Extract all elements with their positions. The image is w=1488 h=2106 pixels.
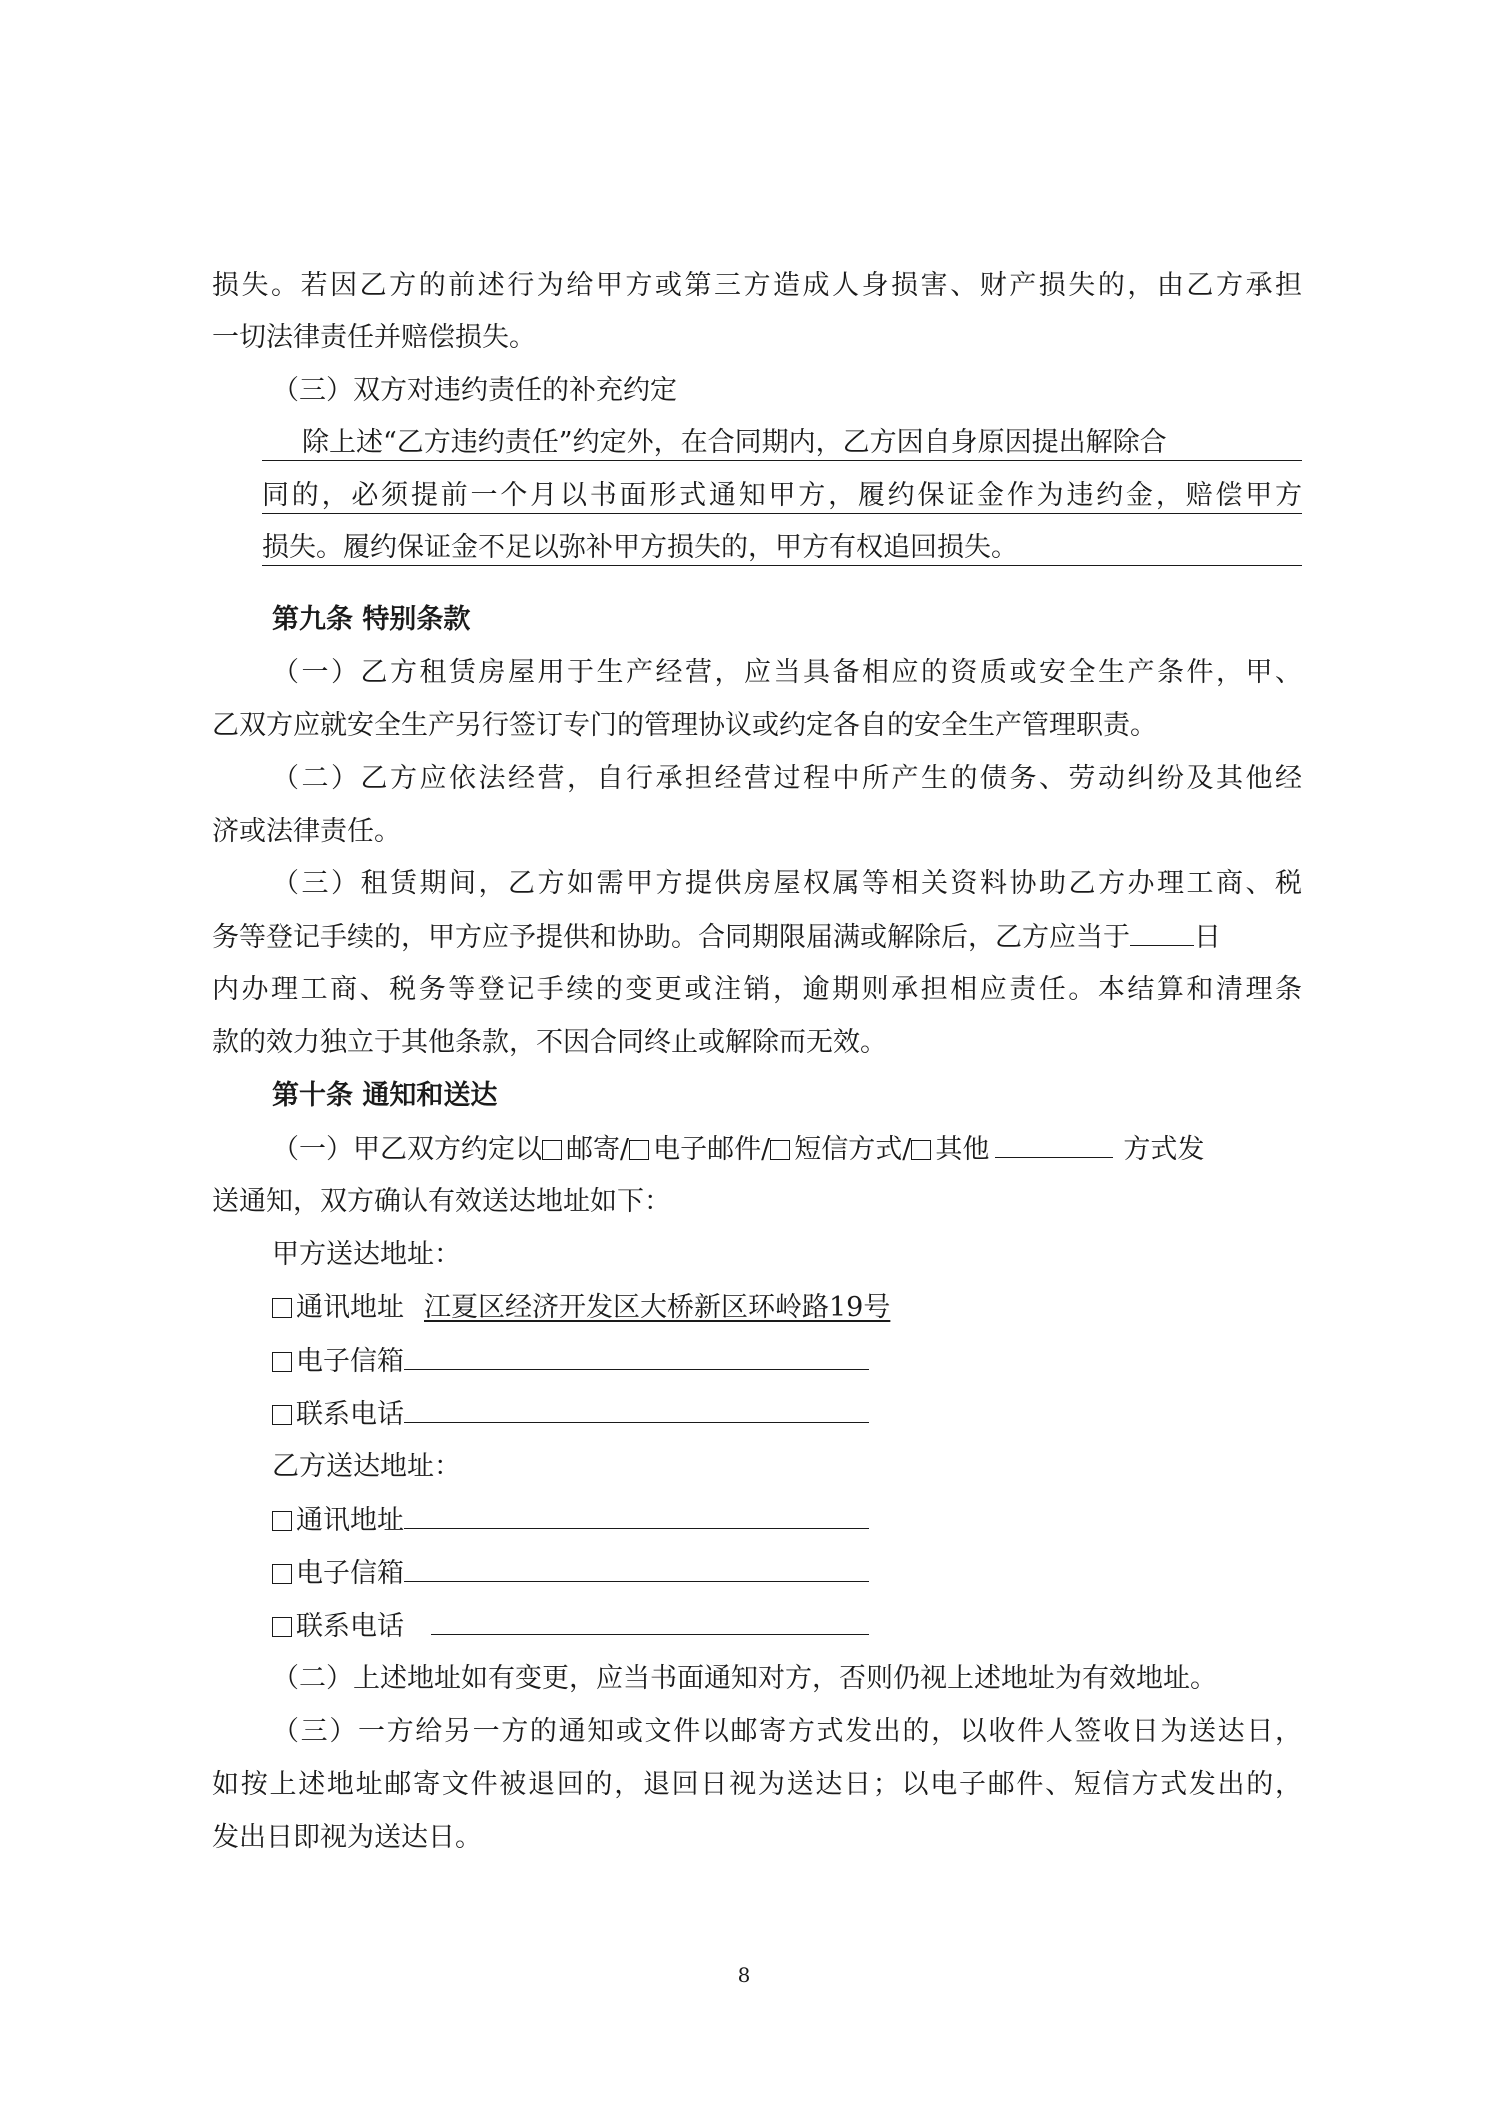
clause9-p3-line-3: 内办理工商、税务等登记手续的变更或注销，逾期则承担相应责任。本结算和清理条 (212, 974, 1302, 1005)
party-b-phone-label: 联系电话 (296, 1611, 404, 1642)
clause10-p1-line-1 (272, 1131, 1204, 1168)
party-a-address-label: 通讯地址 (296, 1292, 404, 1323)
clause8-sub3-title: （三）双方对违约责任的补充约定 (272, 375, 677, 406)
party-a-email-label: 电子信箱 (296, 1346, 404, 1377)
supplement-underline-1 (262, 460, 1302, 461)
party-b-phone-blank[interactable] (431, 1608, 869, 1635)
party-a-email-checkbox[interactable] (272, 1352, 292, 1372)
clause10-p1-intro: （一）甲乙双方约定以 (272, 1134, 542, 1165)
party-a-title: 甲方送达地址： (272, 1239, 461, 1270)
party-a-phone-blank[interactable] (404, 1396, 869, 1423)
clause10-p3-line-1: （三）一方给另一方的通知或文件以邮寄方式发出的，以收件人签收日为送达日， (272, 1716, 1302, 1747)
clause9-p3-line-4: 款的效力独立于其他条款，不因合同终止或解除而无效。 (212, 1027, 887, 1058)
supplement-line-1: 除上述“乙方违约责任”约定外，在合同期内，乙方因自身原因提出解除合 (302, 427, 1167, 458)
party-a-phone-label: 联系电话 (296, 1399, 404, 1430)
other-method-blank[interactable] (995, 1131, 1113, 1158)
other-checkbox[interactable] (911, 1140, 931, 1160)
supplement-underline-3 (262, 565, 1302, 566)
sms-checkbox[interactable] (770, 1140, 790, 1160)
clause9-p1-line-1: （一）乙方租赁房屋用于生产经营，应当具备相应的资质或安全生产条件，甲、 (272, 657, 1302, 688)
clause9-p3-line-2-text: 务等登记手续的，甲方应予提供和协助。合同期限届满或解除后，乙方应当于 (212, 922, 1130, 953)
party-b-address-label: 通讯地址 (296, 1505, 404, 1536)
party-a-phone-checkbox[interactable] (272, 1405, 292, 1425)
page-number: 8 (737, 1963, 751, 1987)
supplement-line-2: 同的，必须提前一个月以书面形式通知甲方，履约保证金作为违约金，赔偿甲方 (262, 480, 1302, 511)
clause10-title: 第十条 通知和送达 (272, 1080, 498, 1111)
party-b-address-blank[interactable] (404, 1502, 869, 1529)
clause9-p2-line-1: （二）乙方应依法经营，自行承担经营过程中所产生的债务、劳动纠纷及其他经 (272, 763, 1302, 794)
party-a-address-row (272, 1290, 900, 1326)
clause10-p3-line-2: 如按上述地址邮寄文件被退回的，退回日视为送达日；以电子邮件、短信方式发出的， (212, 1769, 1302, 1800)
clause10-p2: （二）上述地址如有变更，应当书面通知对方，否则仍视上述地址为有效地址。 (272, 1663, 1217, 1694)
clause9-p1-line-2: 乙双方应就安全生产另行签订专门的管理协议或约定各自的安全生产管理职责。 (212, 710, 1157, 741)
party-b-phone-row (272, 1608, 869, 1645)
clause8-para-line-1: 损失。若因乙方的前述行为给甲方或第三方造成人身损害、财产损失的，由乙方承担 (212, 270, 1302, 301)
other-option-label: 其他 (935, 1134, 990, 1165)
email-checkbox[interactable] (629, 1140, 649, 1160)
party-a-email-blank[interactable] (404, 1343, 869, 1370)
party-b-email-blank[interactable] (404, 1555, 869, 1582)
supplement-line-3: 损失。履约保证金不足以弥补甲方损失的，甲方有权追回损失。 (262, 532, 1018, 563)
party-b-email-label: 电子信箱 (296, 1558, 404, 1589)
mail-option-label: 邮寄/ (566, 1134, 630, 1165)
party-a-email-row (272, 1343, 869, 1380)
party-a-address-value: 江夏区经济开发区大桥新区环岭路19号 (424, 1292, 891, 1323)
party-b-address-checkbox[interactable] (272, 1511, 292, 1531)
clause8-para-line-2: 一切法律责任并赔偿损失。 (212, 322, 536, 353)
mail-checkbox[interactable] (542, 1140, 562, 1160)
party-b-email-checkbox[interactable] (272, 1564, 292, 1584)
party-a-phone-row (272, 1396, 869, 1433)
email-option-label: 电子邮件/ (653, 1134, 771, 1165)
party-b-email-row (272, 1555, 869, 1592)
party-b-phone-checkbox[interactable] (272, 1617, 292, 1637)
clause10-p1-tail: 方式发 (1123, 1134, 1205, 1165)
supplement-underline-2 (262, 513, 1302, 514)
party-b-title: 乙方送达地址： (272, 1451, 461, 1482)
clause9-p3-line-2 (212, 919, 1221, 956)
clause9-p2-line-2: 济或法律责任。 (212, 816, 401, 847)
party-b-address-row (272, 1502, 869, 1539)
clause9-p3-line-1: （三）租赁期间，乙方如需甲方提供房屋权属等相关资料协助乙方办理工商、税 (272, 868, 1302, 899)
days-blank[interactable] (1130, 919, 1194, 946)
clause9-title: 第九条 特别条款 (272, 604, 471, 635)
clause10-p3-line-3: 发出日即视为送达日。 (212, 1822, 482, 1853)
party-a-address-checkbox[interactable] (272, 1298, 292, 1318)
clause10-p1-line-2: 送通知，双方确认有效送达地址如下： (212, 1186, 671, 1217)
clause9-p3-day-unit: 日 (1194, 922, 1221, 953)
sms-option-label: 短信方式/ (794, 1134, 912, 1165)
